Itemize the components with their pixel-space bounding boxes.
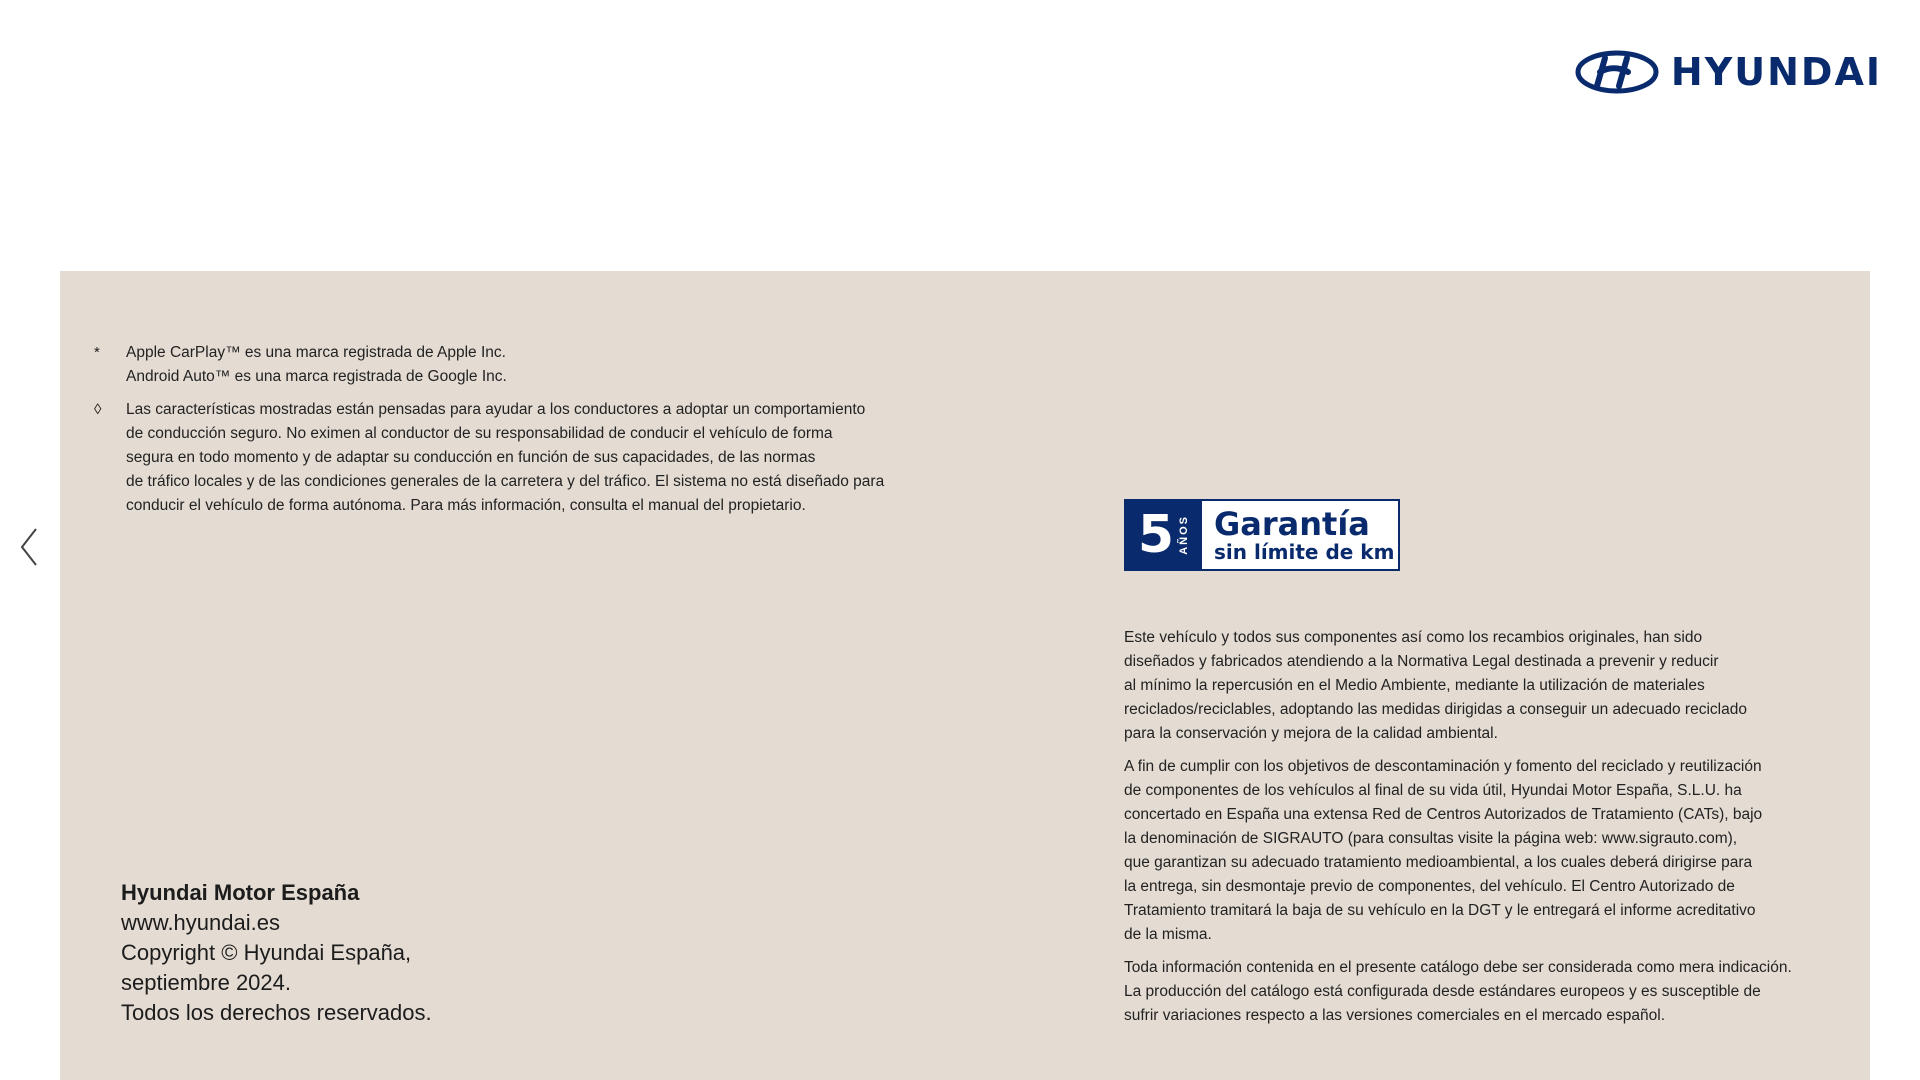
warranty-years-number: 5 [1137, 505, 1175, 565]
company-name: Hyundai Motor España [121, 880, 360, 905]
text-line: la entrega, sin desmontaje previo de componentes, del vehículo. El Centro Autorizado de [1124, 878, 1735, 895]
text-line: sufrir variaciones respecto a las versiones comerciales en el mercado español. [1124, 1007, 1666, 1024]
note-line: Apple CarPlay™ es una marca registrada de Apple Inc. [126, 344, 506, 361]
company-website: www.hyundai.es [121, 910, 280, 935]
safety-note [94, 398, 894, 518]
text-line: de componentes de los vehículos al final de su vida útil, Hyundai Motor España, S.L.U. ha [1124, 782, 1742, 799]
text-line: que garantizan su adecuado tratamiento medioambiental, a los cuales deberá dirigirse para [1124, 854, 1753, 871]
catalog-disclaimer-paragraph [1124, 956, 1824, 1028]
note-line: segura en todo momento y de adaptar su conducción en función de sus capacidades, de las normas [126, 449, 816, 466]
note-line: de conducción seguro. No eximen al conductor de su responsabilidad de conducir el vehículo de forma [126, 425, 833, 442]
warranty-title: Garantía [1214, 505, 1370, 543]
text-line: Toda información contenida en el presente catálogo debe ser considerada como mera indicación. [1124, 959, 1792, 976]
note-line: de tráfico locales y de las condiciones generales de la carretera y del tráfico. El sistema no está diseñado para [126, 473, 885, 490]
text-line: la denominación de SIGRAUTO (para consultas visite la página web: www.sigrauto.com), [1124, 830, 1738, 847]
warranty-years-block [1126, 501, 1202, 569]
text-line: al mínimo la repercusión en el Medio Ambiente, mediante la utilización de materiales [1124, 677, 1705, 694]
recycling-paragraph [1124, 626, 1824, 746]
sigrauto-paragraph [1124, 755, 1824, 947]
hyundai-wordmark: HYUNDAI [1670, 50, 1882, 94]
hyundai-logo [1575, 50, 1882, 94]
note-line: Android Auto™ es una marca registrada de Google Inc. [126, 368, 507, 385]
note-line: Las características mostradas están pensadas para ayudar a los conductores a adoptar un comportamiento [126, 401, 866, 418]
text-line: reciclados/reciclables, adoptando las medidas dirigidas a conseguir un adecuado reciclado [1124, 701, 1747, 718]
copyright-date: septiembre 2024. [121, 970, 291, 995]
legal-notes [94, 341, 894, 527]
chevron-left-icon [16, 525, 42, 569]
text-line: A fin de cumplir con los objetivos de descontaminación y fomento del reciclado y reutilización [1124, 758, 1762, 775]
content-panel [60, 271, 1870, 1080]
text-line: concertado en España una extensa Red de Centros Autorizados de Tratamiento (CATs), bajo [1124, 806, 1763, 823]
environmental-text [1124, 626, 1824, 1037]
company-info [121, 878, 432, 1028]
text-line: para la conservación y mejora de la calidad ambiental. [1124, 725, 1498, 742]
previous-page-button[interactable] [16, 525, 42, 569]
warranty-years-label: AÑOS [1178, 515, 1191, 555]
text-line: Este vehículo y todos sus componentes así como los recambios originales, han sido [1124, 629, 1703, 646]
text-line: Tratamiento tramitará la baja de su vehículo en la DGT y le entregará el informe acreditativo [1124, 902, 1756, 919]
asterisk-mark: * [94, 344, 100, 361]
trademark-note [94, 341, 894, 389]
warranty-badge [1124, 499, 1400, 571]
text-line: de la misma. [1124, 926, 1212, 943]
text-line: La producción del catálogo está configurada desde estándares europeos y es susceptible de [1124, 983, 1761, 1000]
rights-reserved: Todos los derechos reservados. [121, 1000, 432, 1025]
note-line: conducir el vehículo de forma autónoma. Para más información, consulta el manual del propietario. [126, 497, 806, 514]
diamond-mark: ◊ [94, 401, 102, 418]
warranty-subtitle: sin límite de km [1214, 540, 1395, 564]
copyright-line: Copyright © Hyundai España, [121, 940, 412, 965]
text-line: diseñados y fabricados atendiendo a la Normativa Legal destinada a prevenir y reducir [1124, 653, 1719, 670]
hyundai-emblem-icon [1575, 50, 1659, 94]
